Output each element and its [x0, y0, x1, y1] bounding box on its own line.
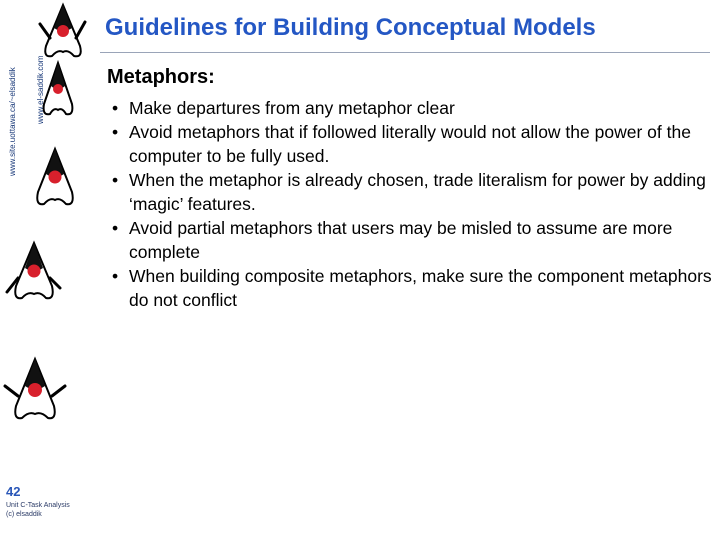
site-url-text-alt: www.el-saddik.com — [36, 55, 45, 124]
duke-mascot-icon — [4, 240, 64, 306]
bullet-item: • Make departures from any metaphor clear — [112, 96, 712, 120]
bullet-item: • When building composite metaphors, make sure the component metaphors do not conflict — [112, 264, 712, 312]
copyright-label: (c) elsaddik — [6, 511, 42, 518]
bullet-list — [112, 96, 712, 312]
duke-mascot-icon — [2, 356, 68, 428]
course-label: Unit C-Task Analysis — [6, 502, 70, 509]
slide-number: 42 — [6, 484, 21, 499]
left-rail — [0, 0, 100, 540]
title-divider — [100, 52, 710, 53]
site-url-text: www.site.uottawa.ca/~elsaddik — [8, 67, 17, 176]
section-heading: Metaphors: — [107, 66, 215, 88]
bullet-item: • Avoid partial metaphors that users may be misled to assume are more complete — [112, 216, 712, 264]
duke-mascot-icon — [30, 146, 80, 212]
duke-mascot-icon — [38, 60, 78, 122]
duke-mascot-icon — [38, 2, 88, 64]
bullet-item: • Avoid metaphors that if followed literally would not allow the power of the computer to be fully used. — [112, 120, 712, 168]
bullet-item: • When the metaphor is already chosen, trade literalism for power by adding ‘magic’ features. — [112, 168, 712, 216]
slide-title: Guidelines for Building Conceptual Models — [105, 14, 596, 41]
